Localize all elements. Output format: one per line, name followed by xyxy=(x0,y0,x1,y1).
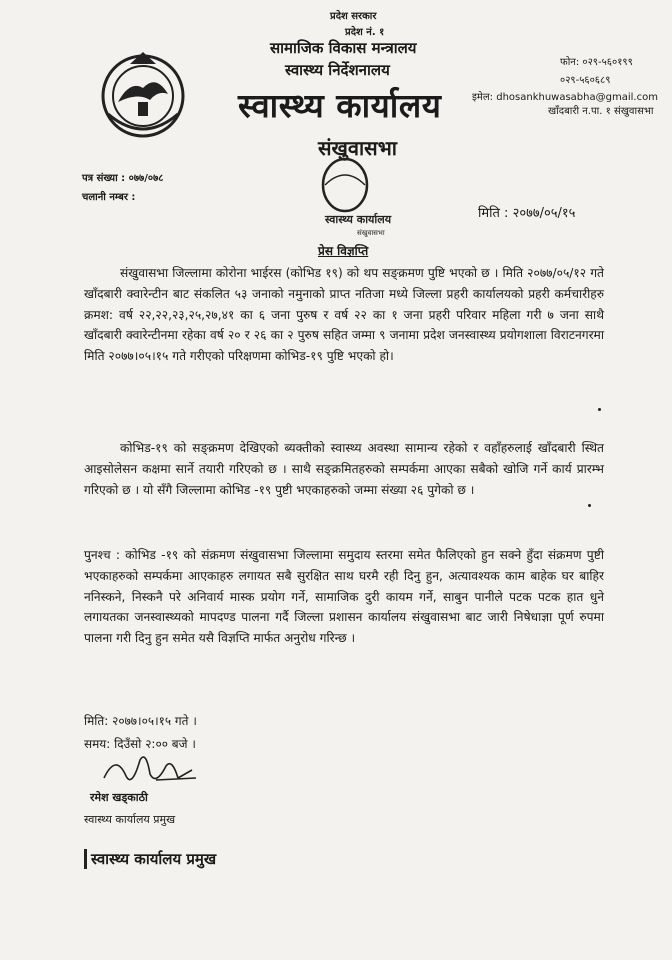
press-release-title: प्रेस विज्ञप्ति xyxy=(318,244,369,258)
stamp-line-2: संखुवासभा xyxy=(357,229,385,237)
footer-date: मिति: २०७७।०५।१५ गते । xyxy=(84,714,197,728)
ink-dot xyxy=(598,408,601,411)
footer-time: समय: दिउँसो २:०० बजे । xyxy=(84,737,196,751)
signer-name: रमेश खड्काठी xyxy=(90,791,148,804)
district-name: संखुवासभा xyxy=(318,136,397,160)
phone-1: फोन: ०२९-५६०१९९ xyxy=(560,57,633,68)
paragraph-1: संखुवासभा जिल्लामा कोरोना भाईरस (कोभिड १९) को थप सङ्क्रमण पुष्टि भएको छ । मिति २०७७/०५/१२ गते खाँदबारी क्वारेन्टीन बाट संकलित ५३ जनाको नमुनाको प्राप्त नतिजा मध्ये जिल्ला प्रहरी कार्यालयको प्रहरी कर्मचारीहरु क्रमश: वर्ष २२,२२,२३,२५,२७,४१ का ६ जना पुरुष र वर्ष २२ का १ जना प्रहरी परिवार महिला गरी ७ जना साथै खाँदबारी क्वारेन्टीनमा रहेका वर्ष २० र २६ का २ पुरुष सहित जम्मा ९ जनामा प्रदेश जनस्वास्थ्य प्रयोगशाला विराटनगरमा मिति २०७७।०५।१५ गते गरीएको परिक्षणमा कोभिड-१९ पुष्टि भएको हो। xyxy=(84,266,604,364)
letter-number: पत्र संख्या : ०७७/०७८ xyxy=(82,173,164,184)
address: खाँदबारी न.पा. १ संखुवासभा xyxy=(548,106,654,117)
government-emblem-icon xyxy=(88,44,198,144)
issue-date: मिति : २०७७/०५/१५ xyxy=(478,206,576,221)
email: इमेल: dhosankhuwasabha@gmail.com xyxy=(472,92,658,103)
stamp-line-1: स्वास्थ्य कार्यालय xyxy=(325,213,392,226)
phone-2: ०२९-५६०६८९ xyxy=(560,75,611,86)
office-stamp xyxy=(305,155,400,240)
dispatch-number: चलानी नम्बर : xyxy=(82,192,136,203)
designation-stamp: स्वास्थ्य कार्यालय प्रमुख xyxy=(84,849,216,869)
signer-title: स्वास्थ्य कार्यालय प्रमुख xyxy=(84,813,176,826)
paragraph-3: पुनश्च : कोभिड -१९ को संक्रमण संखुवासभा जिल्लामा समुदाय स्तरमा समेत फैलिएको हुन सक्ने हुँदा संक्रमण पुष्टी भएकाहरुको सम्पर्कमा आएकाहरु लगायत सबै सुरक्षित साथ घरमै रही दिनु हुन, अत्यावश्यक काम बाहेक घर बाहिर ननिस्कने, निस्कनै परे अनिवार्य मास्क प्रयोग गर्ने, सामाजिक दुरी कायम गर्ने, साबुन पानीले पटक पटक हात धुने लगायतका जनस्वास्थ्यको मापदण्ड पालना गर्दै जिल्ला प्रशासन कार्यालय संखुवासभा बाट जारी निषेधाज्ञा पूर्ण रुपमा पालना गरी दिनु हुन समेत यसै विज्ञप्ति मार्फत अनुरोध गरिन्छ । xyxy=(84,548,604,646)
ink-dot xyxy=(588,504,591,507)
header-line-1: प्रदेश सरकार xyxy=(330,11,377,22)
directorate-name: स्वास्थ्य निर्देशनालय xyxy=(285,61,390,79)
header-line-2: प्रदेश नं. १ xyxy=(345,27,385,38)
office-title: स्वास्थ्य कार्यालय xyxy=(238,86,442,125)
paragraph-2: कोभिड-१९ को सङ्क्रमण देखिएको ब्यक्तीको स्वास्थ्य अवस्था सामान्य रहेको र वहाँहरुलाई खाँदबारी स्थित आइसोलेसन कक्षमा सार्ने तयारी गरिएको छ । साथै सङ्क्रमितहरुको सम्पर्कमा आएका सबैको खोजि गर्ने कार्य प्रारम्भ गरिएको छ । यो सँगै जिल्लामा कोभिड -१९ पुष्टी भएकाहरुको जम्मा संख्या २६ पुगेको छ । xyxy=(84,441,604,497)
ministry-name: सामाजिक विकास मन्त्रालय xyxy=(270,39,417,57)
